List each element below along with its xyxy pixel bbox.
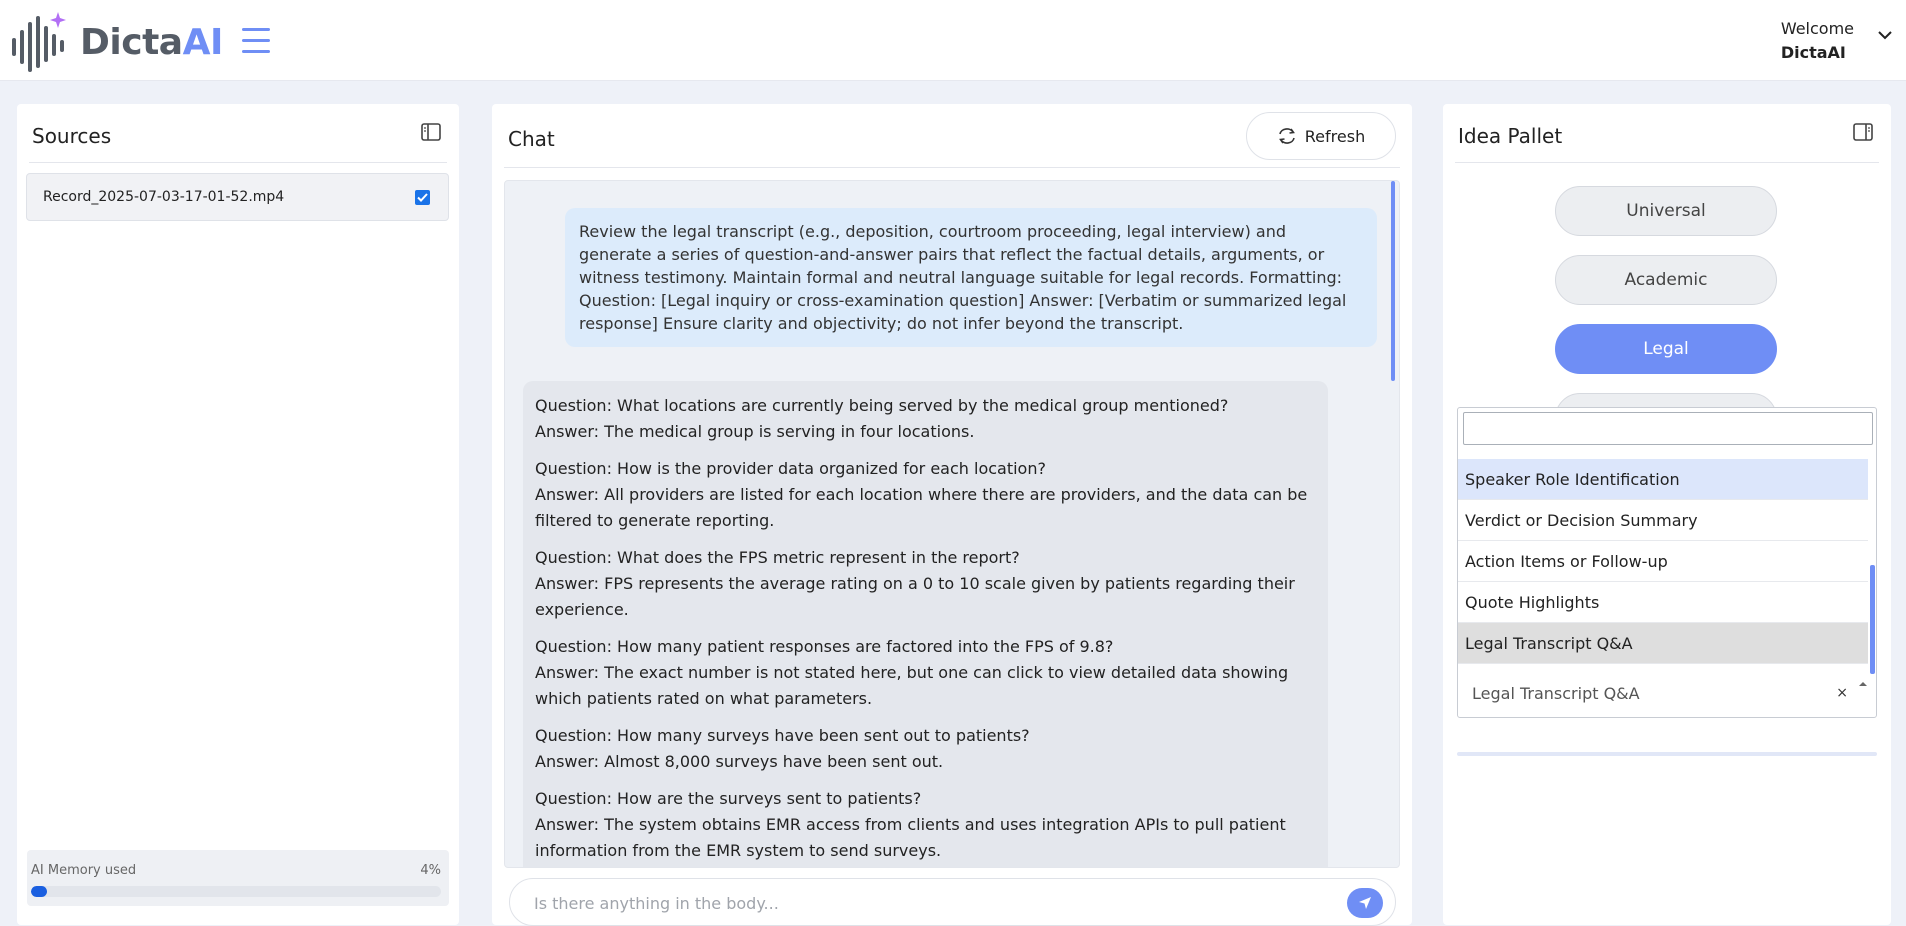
category-universal[interactable]: Universal (1555, 186, 1777, 236)
question: Question: How many surveys have been sent out to patients? (535, 726, 1030, 745)
answer: Answer: The exact number is not stated here, but one can click to view detailed data showing which patients rated on what parameters. (535, 663, 1289, 708)
divider (1457, 752, 1877, 756)
sources-panel (17, 104, 459, 925)
answer: Answer: The system obtains EMR access from clients and uses integration APIs to pull patient information from the EMR system to send surveys. (535, 815, 1286, 860)
qa-pair (535, 634, 1316, 712)
chat-input-bar (509, 878, 1396, 926)
answer: Answer: The medical group is serving in four locations. (535, 422, 975, 441)
dropdown-options (1458, 459, 1868, 664)
prompt-select[interactable] (1457, 407, 1877, 718)
logo[interactable] (10, 10, 223, 74)
ai-response (523, 381, 1328, 868)
option-action-items[interactable]: Action Items or Follow-up (1458, 541, 1868, 582)
sources-title: Sources (32, 124, 112, 148)
chat-input[interactable] (534, 891, 1324, 915)
refresh-icon (1277, 127, 1297, 145)
question: Question: What does the FPS metric represent in the report? (535, 548, 1020, 567)
qa-pair (535, 456, 1316, 534)
option-speaker-role-identification[interactable]: Speaker Role Identification (1458, 459, 1868, 500)
qa-pair (535, 786, 1316, 864)
memory-progress-bar (31, 886, 441, 897)
clear-selection-button[interactable]: × (1836, 685, 1848, 701)
question: Question: How is the provider data organized for each location? (535, 459, 1046, 478)
memory-label: AI Memory used (31, 863, 137, 878)
option-legal-transcript-qa[interactable]: Legal Transcript Q&A (1458, 623, 1868, 664)
idea-title: Idea Pallet (1458, 124, 1563, 148)
source-file-name: Record_2025-07-03-17-01-52.mp4 (43, 189, 285, 205)
question: Question: What locations are currently being served by the medical group mentioned? (535, 396, 1229, 415)
divider (1455, 162, 1879, 163)
question: Question: How are the surveys sent to patients? (535, 789, 922, 808)
dropdown-search-input[interactable] (1463, 412, 1873, 445)
question: Question: How many patient responses are factored into the FPS of 9.8? (535, 637, 1114, 656)
chat-panel (492, 104, 1412, 925)
dropdown-scrollbar[interactable] (1870, 565, 1875, 674)
send-icon (1358, 896, 1372, 910)
welcome-label: Welcome (1780, 19, 1854, 38)
caret-up-icon[interactable] (1858, 680, 1868, 688)
check-icon (417, 193, 428, 202)
collapse-sidebar-icon[interactable] (1853, 123, 1873, 141)
refresh-label: Refresh (1304, 126, 1366, 146)
category-academic[interactable]: Academic (1555, 255, 1777, 305)
category-legal[interactable]: Legal (1555, 324, 1777, 374)
divider (504, 167, 1400, 168)
idea-pallet-panel (1443, 104, 1891, 925)
option-quote-highlights[interactable]: Quote Highlights (1458, 582, 1868, 623)
option-verdict-summary[interactable]: Verdict or Decision Summary (1458, 500, 1868, 541)
hamburger-icon (242, 28, 270, 31)
answer: Answer: Almost 8,000 surveys have been sent out. (535, 752, 944, 771)
chat-messages[interactable] (504, 180, 1400, 868)
logo-waveform-icon (10, 10, 72, 74)
chat-title: Chat (508, 127, 555, 151)
memory-progress-fill (31, 886, 47, 897)
qa-pair (535, 723, 1316, 775)
source-checkbox[interactable] (415, 190, 430, 205)
answer: Answer: All providers are listed for each location where there are providers, and the data can be filtered to generate reporting. (535, 485, 1308, 530)
ai-memory-usage (27, 850, 449, 906)
logo-text: DictaAI (80, 21, 223, 63)
user-message: Review the legal transcript (e.g., deposition, courtroom proceeding, legal interview) and generate a series of question-and-answer pairs that reflect the factual details, arguments, or witness testimony. Maintain formal and neutral language suitable for legal records. Formatting: Question: [Legal inquiry or cross-examination question] Answer: [Verbatim or summarized legal response] Ensure clarity and objectivity; do not infer beyond the transcript. (565, 208, 1377, 347)
chat-scrollbar[interactable] (1391, 181, 1395, 381)
user-name: DictaAI (1780, 43, 1846, 62)
collapse-sidebar-icon[interactable] (421, 123, 441, 141)
app-header (0, 0, 1906, 81)
memory-percent: 4% (420, 863, 441, 878)
qa-pair (535, 545, 1316, 623)
qa-pair (535, 393, 1316, 445)
user-menu[interactable] (1781, 17, 1854, 65)
send-button[interactable] (1347, 888, 1383, 918)
refresh-button[interactable] (1246, 112, 1396, 160)
selected-value: Legal Transcript Q&A (1472, 684, 1640, 703)
menu-toggle-button[interactable] (242, 28, 270, 54)
chevron-down-icon[interactable] (1878, 30, 1892, 40)
source-item[interactable] (26, 173, 449, 221)
answer: Answer: FPS represents the average rating on a 0 to 10 scale given by patients regarding their experience. (535, 574, 1295, 619)
divider (29, 162, 447, 163)
